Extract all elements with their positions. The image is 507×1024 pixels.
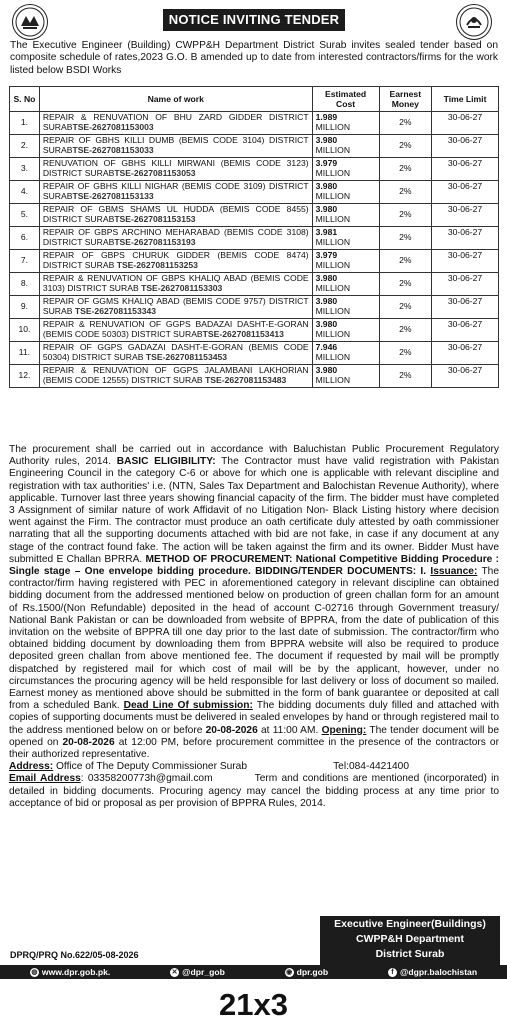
work-description: REPAIR & RENUVATION OF GGPS JALAMBANI LAKHORIAN (BEMIS CODE 12555) DISTRICT SURAB [42, 365, 309, 385]
time-limit: 30-06-27 [432, 158, 499, 181]
deadline-label: Dead Line Of submission: [123, 700, 253, 712]
eligibility-text: The Contractor must have valid registration with Pakistan Engineering Council in the category C-6 or above for which one is applicable with relevant discipline and registration with tax authorities' i.e. (NTN, Sales Tax Department and Balochistan Revenue Authority), where applicable. Turnover last three years showing financial capacity of the firm. The bidder must have completed 3 Assignment of similar nature of work Affidavit of no Litigation Non- Black Listing history where decision went against the Firm. The contractor must produce an oath certificate duly attested by oath commissioner narrating that all the supporting documents attached with bid are not fake, in case if any document at any stage of the contract found fake. The action will be taken against the firm and its owner. Bidder Must have submitted E Challan BPRRA. [9, 456, 499, 565]
work-name [39, 250, 312, 273]
estimated-cost [312, 365, 379, 388]
work-description: RENUVATION OF GBHS KILLI MIRWANI (BEMIS CODE 3123) DISTRICT SURAB [42, 158, 309, 178]
row-number: 3. [10, 158, 40, 181]
earnest-money: 2% [379, 250, 432, 273]
cost-value: 3.980 [315, 273, 338, 284]
signature-district: District Surab [375, 948, 445, 960]
estimated-cost [312, 296, 379, 319]
earnest-money: 2% [379, 158, 432, 181]
header-sno: S. No [10, 87, 40, 112]
earnest-money: 2% [379, 365, 432, 388]
table-row [10, 273, 499, 296]
time-limit: 30-06-27 [432, 204, 499, 227]
tse-code: TSE-2627081153053 [114, 168, 196, 178]
estimated-cost [312, 273, 379, 296]
time-limit: 30-06-27 [432, 342, 499, 365]
instagram-handle[interactable]: dpr.gob [296, 967, 329, 977]
government-logo-left [12, 4, 48, 40]
earnest-money: 2% [379, 296, 432, 319]
estimated-cost [312, 250, 379, 273]
instagram-item[interactable] [285, 967, 329, 977]
twitter-icon: ✕ [171, 968, 178, 976]
procurement-text: The procurement shall be carried out in accordance with Baluchistan Public Procurement Regulatory Authority rules, 2014. [9, 444, 499, 468]
cost-unit: MILLION [315, 214, 351, 224]
cost-value: 3.979 [315, 158, 338, 169]
work-name [39, 296, 312, 319]
estimated-cost [312, 227, 379, 250]
facebook-icon: f [388, 968, 397, 977]
table-header-row [10, 87, 499, 112]
row-number: 2. [10, 135, 40, 158]
notice-title: NOTICE INVITING TENDER [163, 9, 345, 31]
work-description: REPAIR OF GBHS KILLI DUMB (BEMIS CODE 3104) DISTRICT SURAB [42, 135, 309, 155]
signature-department: CWPP&H Department [356, 933, 464, 945]
work-name [39, 319, 312, 342]
address-row [9, 761, 499, 773]
cost-value: 7.946 [315, 342, 338, 353]
tse-code: TSE-2627081153253 [116, 260, 198, 270]
opening-date: 20-08-2026 [62, 736, 115, 748]
ad-size-label: 21x3 [219, 987, 288, 1022]
estimated-cost [312, 204, 379, 227]
row-number: 8. [10, 273, 40, 296]
tse-code: TSE-2627081153153 [114, 214, 196, 224]
time-limit: 30-06-27 [432, 296, 499, 319]
tse-code: TSE-2627081153033 [72, 145, 154, 155]
work-description: REPAIR OF GGMS KHALIQ ABAD (BEMIS CODE 9757) DISTRICT SURAB [42, 296, 309, 316]
time-limit: 30-06-27 [432, 250, 499, 273]
tse-code: TSE-2627081153003 [72, 122, 154, 132]
time-limit: 30-06-27 [432, 319, 499, 342]
work-description: REPAIR & RENUVATION OF GGPS BADAZAI DASHT-E-GORAN (BEMIS CODE 50303) DISTRICT SURAB [42, 319, 309, 339]
cost-value: 3.979 [315, 250, 338, 261]
work-description: REPAIR OF GGPS GADAZAI DASHT-E-GORAN (BEMIS CODE 50304) DISTRICT SURAB [42, 342, 309, 362]
work-name [39, 273, 312, 296]
earnest-money: 2% [379, 181, 432, 204]
tse-code: TSE-2627081153303 [141, 283, 223, 293]
table-row [10, 342, 499, 365]
tse-code: TSE-2627081153193 [114, 237, 196, 247]
department-logo-right [456, 4, 492, 40]
tse-code: TSE-2627081153483 [205, 375, 287, 385]
table-row [10, 158, 499, 181]
row-number: 10. [10, 319, 40, 342]
cost-value: 3.981 [315, 227, 338, 238]
row-number: 6. [10, 227, 40, 250]
work-name [39, 227, 312, 250]
signature-title: Executive Engineer(Buildings) [334, 918, 486, 930]
work-name [39, 342, 312, 365]
cost-unit: MILLION [315, 260, 351, 270]
work-name [39, 135, 312, 158]
address-label: Address: [9, 761, 54, 773]
header-money: Earnest Money [379, 87, 432, 112]
earnest-money: 2% [379, 273, 432, 296]
table-row [10, 204, 499, 227]
email-label: Email Address [9, 773, 81, 785]
deadline-date: 20-08-2026 [205, 724, 258, 736]
header-cost: Estimated Cost [312, 87, 379, 112]
method-label: METHOD OF PROCUREMENT: National Competitive Bidding Procedure : Single stage – One envelope bidding procedure. BIDDING/TENDER DOCUMENTS: I. [9, 553, 500, 578]
opening-label: Opening: [321, 724, 367, 736]
estimated-cost [312, 181, 379, 204]
work-description: REPAIR & RENUVATION OF GBPS KHALIQ ABAD (BEMIS CODE 3103) DISTRICT SURAB [42, 273, 309, 293]
cost-value: 3.980 [315, 135, 338, 146]
cost-unit: MILLION [315, 306, 351, 316]
time-limit: 30-06-27 [432, 181, 499, 204]
header-limit: Time Limit [432, 87, 499, 112]
row-number: 9. [10, 296, 40, 319]
address-value: Office of The Deputy Commissioner Surab [53, 761, 248, 773]
table-row [10, 181, 499, 204]
table-row [10, 296, 499, 319]
estimated-cost [312, 135, 379, 158]
time-limit: 30-06-27 [432, 273, 499, 296]
row-number: 5. [10, 204, 40, 227]
table-row [10, 135, 499, 158]
social-bar [0, 965, 507, 979]
instagram-icon: ◉ [286, 968, 293, 976]
facebook-item[interactable] [388, 967, 477, 977]
cost-value: 3.980 [315, 365, 338, 376]
earnest-money: 2% [379, 319, 432, 342]
tender-conditions [9, 444, 499, 810]
table-row [10, 319, 499, 342]
cost-unit: MILLION [315, 375, 351, 385]
issuance-label: Issuance: [430, 566, 478, 578]
cost-value: 3.980 [315, 204, 338, 215]
cost-unit: MILLION [315, 283, 351, 293]
cost-value: 3.980 [315, 181, 338, 192]
cost-unit: MILLION [315, 168, 351, 178]
time-limit: 30-06-27 [432, 365, 499, 388]
work-name [39, 158, 312, 181]
header-work: Name of work [39, 87, 312, 112]
work-description: REPAIR OF GBPS CHURUK GIDDER (BEMIS CODE 8474) DISTRICT SURAB [42, 250, 309, 270]
row-number: 7. [10, 250, 40, 273]
tse-code: TSE-2627081153453 [145, 352, 228, 362]
table-row [10, 365, 499, 388]
earnest-money: 2% [379, 112, 432, 135]
estimated-cost [312, 158, 379, 181]
twitter-handle[interactable]: @dpr_gob [182, 967, 225, 977]
cost-unit: MILLION [315, 237, 351, 247]
estimated-cost [312, 319, 379, 342]
work-description: REPAIR OF GBMS SHAMS UL HUDDA (BEMIS CODE 8455) DISTRICT SURAB [42, 204, 309, 224]
work-description: REPAIR & RENUVATION OF BHU ZARD GIDDER DISTRICT SURAB [42, 112, 309, 132]
facebook-handle[interactable]: @dgpr.balochistan [399, 967, 478, 977]
work-name [39, 204, 312, 227]
twitter-item[interactable] [170, 967, 225, 977]
earnest-money: 2% [379, 227, 432, 250]
cost-value: 3.980 [315, 319, 338, 330]
reference-number: DPRQ/PRQ No.622/05-08-2026 [10, 950, 139, 960]
tse-code: TSE-2627081153413 [202, 329, 284, 339]
time-limit: 30-06-27 [432, 227, 499, 250]
deadline-text: The bidding documents duly filled and attached with copies of supporting documents must be delivered in sealed envelopes by hand or through registered mail to the address mentioned below on or before [9, 700, 499, 736]
issuance-text: The contractor/firm having registered with PEC in aforementioned category in relevant discipline can obtained bidding document from the addressed mentioned below on production of green challan form for an amount of Rs.1500/(Non Refundable) deposited in the head of account C-02716 through Government treasury/ National Bank Pakistan or can be downloaded from website of BPPRA, from the date of publication of this invitation on the website of BPPRA till one day prior to the last date of submission. The contractor/firm who obtained bidding document by downloading them from BPPRA website will also be required to produce deposited green challan from above mentioned fee. The document if requested by mail will be promptly dispatched by registered mail for which cost of mail will be by the applicant, however, under no circumstances the procuring agency will be held responsible for last delivery or loss of document so mailed. Earnest money as mentioned above should be submitted in the form of bank guarantee or deposited at call from a scheduled Bank. [9, 566, 499, 712]
website-item[interactable] [30, 967, 110, 977]
cost-value: 3.980 [315, 296, 338, 307]
intro-paragraph: The Executive Engineer (Building) CWPP&H Department District Surab invites sealed tender based on composite schedule of rates,2023 G.O. B amended up to date from interested contractors/firms for the work listed below BSDI Works [10, 40, 498, 76]
work-description: REPAIR OF GBHS KILLI NIGHAR (BEMIS CODE 3109) DISTRICT SURAB [42, 181, 309, 201]
work-name [39, 365, 312, 388]
earnest-money: 2% [379, 342, 432, 365]
opening-text: The tender document will be opened on [9, 724, 500, 748]
row-number: 12. [10, 365, 40, 388]
table-row [10, 227, 499, 250]
table-row [10, 250, 499, 273]
cost-unit: MILLION [315, 352, 351, 362]
terms-text: Term and conditions are mentioned (incorporated) in detailed in bidding documents. Procuring agency may cancel the bidding process at any time prior to acceptance of bid or proposal as per provision of BPPRA Rules, 2014. [9, 773, 500, 809]
row-number: 4. [10, 181, 40, 204]
earnest-money: 2% [379, 135, 432, 158]
estimated-cost [312, 112, 379, 135]
table-row [10, 112, 499, 135]
work-name [39, 112, 312, 135]
tse-code: TSE-2627081153343 [74, 306, 157, 316]
signature-block [320, 916, 500, 965]
website-link[interactable]: www.dpr.gob.pk. [41, 967, 111, 977]
deadline-time: at 11:00 AM. [257, 724, 322, 736]
basic-eligibility-label: BASIC ELIGIBILITY: [116, 456, 216, 468]
row-number: 11. [10, 342, 40, 365]
telephone: Tel:084-4421400 [333, 761, 409, 773]
cost-unit: MILLION [315, 145, 351, 155]
time-limit: 30-06-27 [432, 135, 499, 158]
header [0, 0, 507, 40]
tender-table [9, 86, 499, 388]
work-name [39, 181, 312, 204]
cost-unit: MILLION [315, 122, 351, 132]
time-limit: 30-06-27 [432, 112, 499, 135]
globe-icon: ◍ [31, 968, 38, 976]
cost-unit: MILLION [315, 329, 351, 339]
estimated-cost [312, 342, 379, 365]
work-description: REPAIR OF GBPS ARCHINO MEHARABAD (BEMIS CODE 3108) DISTRICT SURAB [42, 227, 309, 247]
tse-code: TSE-2627081153133 [72, 191, 154, 201]
row-number: 1. [10, 112, 40, 135]
cost-value: 1.989 [315, 112, 338, 123]
email-value: : 03358200773h@gmail.com [80, 773, 213, 785]
earnest-money: 2% [379, 204, 432, 227]
opening-tail: at 12:00 PM, before procurement committee in the presence of the contractors or their authorized representative. [9, 736, 499, 761]
cost-unit: MILLION [315, 191, 351, 201]
